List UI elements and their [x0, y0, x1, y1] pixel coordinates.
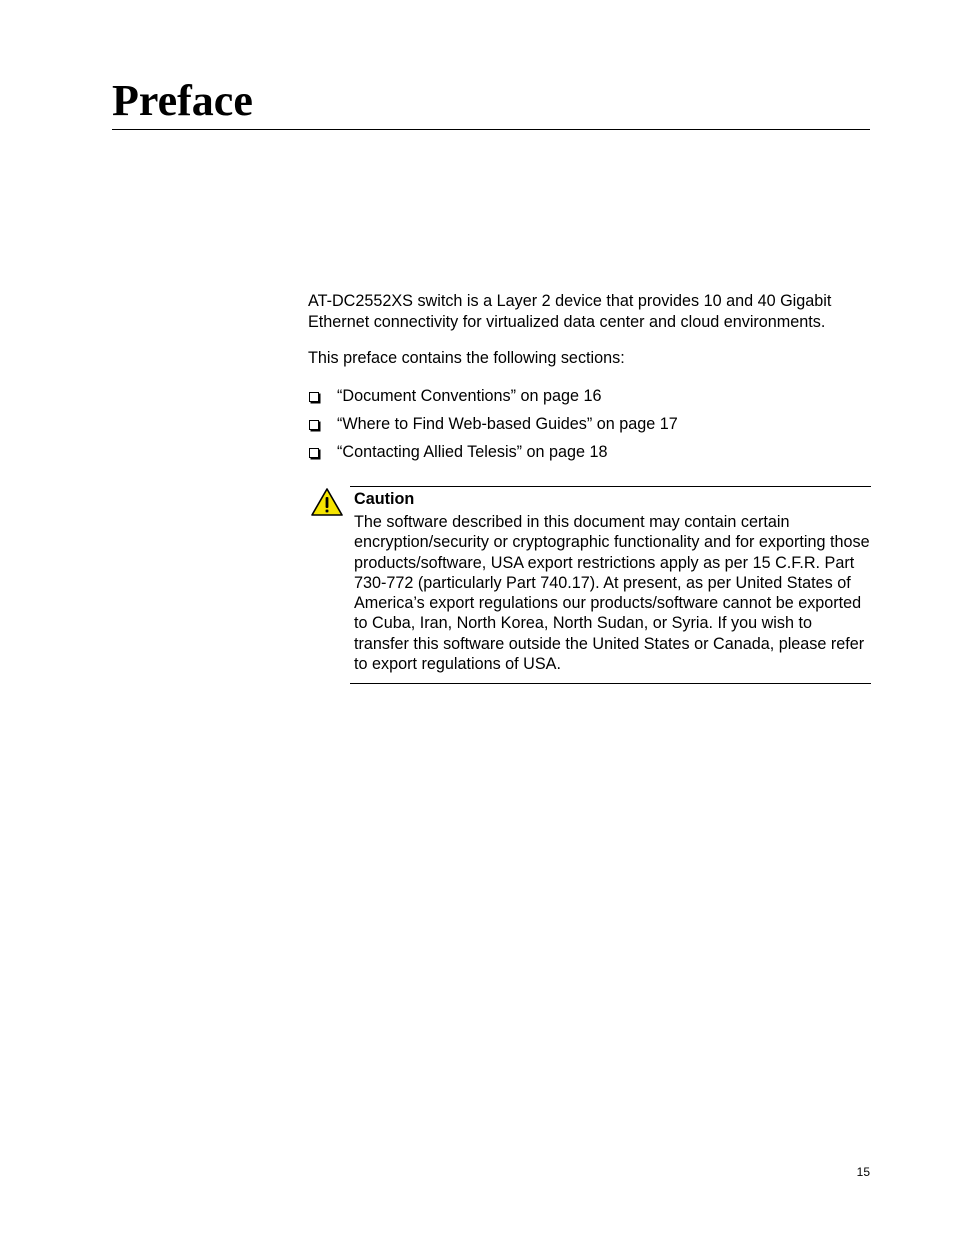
sections-lead-text: This preface contains the following sections: [308, 349, 625, 367]
caution-bottom-divider [350, 683, 871, 684]
checkbox-square-icon [309, 420, 319, 430]
checkbox-square-icon [309, 392, 319, 402]
section-list-item-contacting-allied-telesis[interactable] [308, 442, 678, 470]
section-link-label[interactable]: “Where to Find Web-based Guides” on page 17 [337, 415, 678, 433]
caution-text: The software described in this document may contain certain encryption/security or cryptographic functionality and for exporting those products/software, USA export restrictions apply as per 15 C.F.R. Part 730-772 (particularly Part 740.17). At present, as per United States of America’s export regulations our products/software cannot be exported to Cuba, Iran, North Korea, North Sudan, or Syria. If you wish to transfer this software outside the United States or Canada, please refer to export regulations of USA. [354, 513, 870, 674]
intro-paragraph: AT-DC2552XS switch is a Layer 2 device that provides 10 and 40 Gigabit Ethernet connectivity for virtualized data center and cloud environments. [308, 292, 832, 331]
section-list [308, 386, 678, 470]
page-title: Preface [112, 76, 253, 125]
section-list-item-web-based-guides[interactable] [308, 414, 678, 442]
caution-top-divider [350, 486, 871, 487]
section-link-label[interactable]: “Document Conventions” on page 16 [337, 387, 602, 405]
title-divider [112, 129, 870, 130]
caution-label: Caution [354, 490, 415, 508]
section-list-item-document-conventions[interactable] [308, 386, 678, 414]
section-link-label[interactable]: “Contacting Allied Telesis” on page 18 [337, 443, 608, 461]
page-number: 15 [856, 1165, 870, 1179]
warning-triangle-icon [310, 487, 344, 517]
checkbox-square-icon [309, 448, 319, 458]
